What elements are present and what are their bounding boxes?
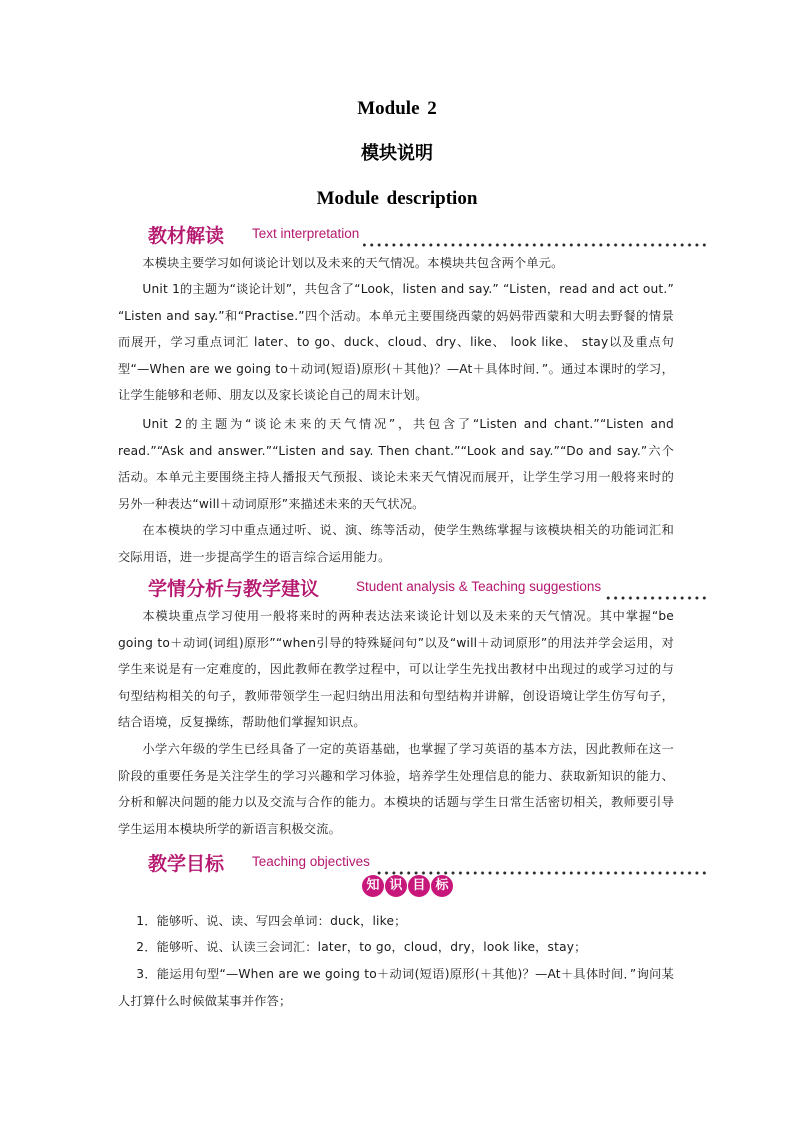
section-title-en: Student analysis & Teaching suggestions [356, 579, 602, 594]
section-title-zh: 教学目标 [148, 853, 225, 875]
section-title-zh: 教材解读 [148, 225, 225, 247]
objective-item: 2．能够听、说、认读三会词汇：later，to go，cloud，dry，look like，stay； [136, 940, 587, 954]
module-title-zh: 模块说明 [361, 143, 433, 164]
section-title-en: Teaching objectives [252, 854, 370, 869]
paragraph: Unit 1的主题为“谈论计划”，共包含了“Look，listen and say.” “Listen，read and act out.” “Listen and say.”和“Practise.”四个活动。本单元主要围绕西蒙的妈妈带西蒙和大明去野餐的情景而展开，学习重点词汇 later、to go、duck、cloud、dry、like、 look like、 stay以及重点句型“—When are we going to＋动词(短语)原形(＋其他)？—At＋具体时间．”。通过本课时的学习，让学生能够和老师、朋友以及家长谈论自己的周末计划。 [118, 282, 674, 402]
section-title-en: Text interpretation [252, 226, 360, 241]
paragraph: 本模块主要学习如何谈论计划以及未来的天气情况。本模块共包含两个单元。 [142, 256, 564, 270]
paragraph: Unit 2的主题为“谈论未来的天气情况”，共包含了“Listen and chant.”“Listen and read.”“Ask and answer.”“Listen and say. Then chant.”“Look and say.”“Do and say.”六个活动。本单元主要围绕主持人播报天气预报、谈论未来天气情况而展开，让学生学习用一般将来时的另外一种表达“will＋动词原形”来描述未来的天气状况。 [118, 417, 674, 511]
objective-item: 1．能够听、说、读、写四会单词：duck，like； [136, 914, 407, 928]
module-description-title: Module description [316, 188, 478, 209]
section-header-text-interpretation [148, 219, 708, 247]
badge-char: 识 [385, 875, 407, 897]
paragraph: 在本模块的学习中重点通过听、说、演、练等活动，使学生熟练掌握与该模块相关的功能词汇和交际用语，进一步提高学生的语言综合运用能力。 [118, 523, 674, 564]
section-header-student-analysis [148, 572, 708, 600]
badge-char: 知 [362, 875, 384, 897]
objective-item: 3．能运用句型“—When are we going to＋动词(短语)原形(＋其他)？—At＋具体时间．”询问某人打算什么时候做某事并作答； [118, 967, 674, 1008]
knowledge-objectives-badge [362, 875, 453, 897]
badge-char: 目 [408, 875, 430, 897]
paragraph: 小学六年级的学生已经具备了一定的英语基础，也掌握了学习英语的基本方法，因此教师在这一阶段的重要任务是关注学生的学习兴趣和学习体验，培养学生处理信息的能力、获取新知识的能力、分析和解决问题的能力以及交流与合作的能力。本模块的话题与学生日常生活密切相关，教师要引导学生运用本模块所学的新语言积极交流。 [118, 742, 674, 836]
dotted-leader [605, 596, 708, 600]
module-title: Module 2 [357, 98, 437, 119]
section-header-teaching-objectives [148, 847, 708, 875]
badge-char: 标 [431, 875, 453, 897]
section-title-zh: 学情分析与教学建议 [148, 578, 320, 600]
paragraph: 本模块重点学习使用一般将来时的两种表达法来谈论计划以及未来的天气情况。其中掌握“be going to＋动词(词组)原形”“when引导的特殊疑问句”以及“will＋动词原形”的用法并学会运用，对学生来说是有一定难度的，因此教师在教学过程中，可以让学生先找出教材中出现过的或学习过的与句型结构相关的句子，教师带领学生一起归纳出用法和句型结构并讲解，创设语境让学生仿写句子，结合语境，反复操练，帮助他们掌握知识点。 [118, 609, 674, 729]
dotted-leader [363, 243, 708, 247]
